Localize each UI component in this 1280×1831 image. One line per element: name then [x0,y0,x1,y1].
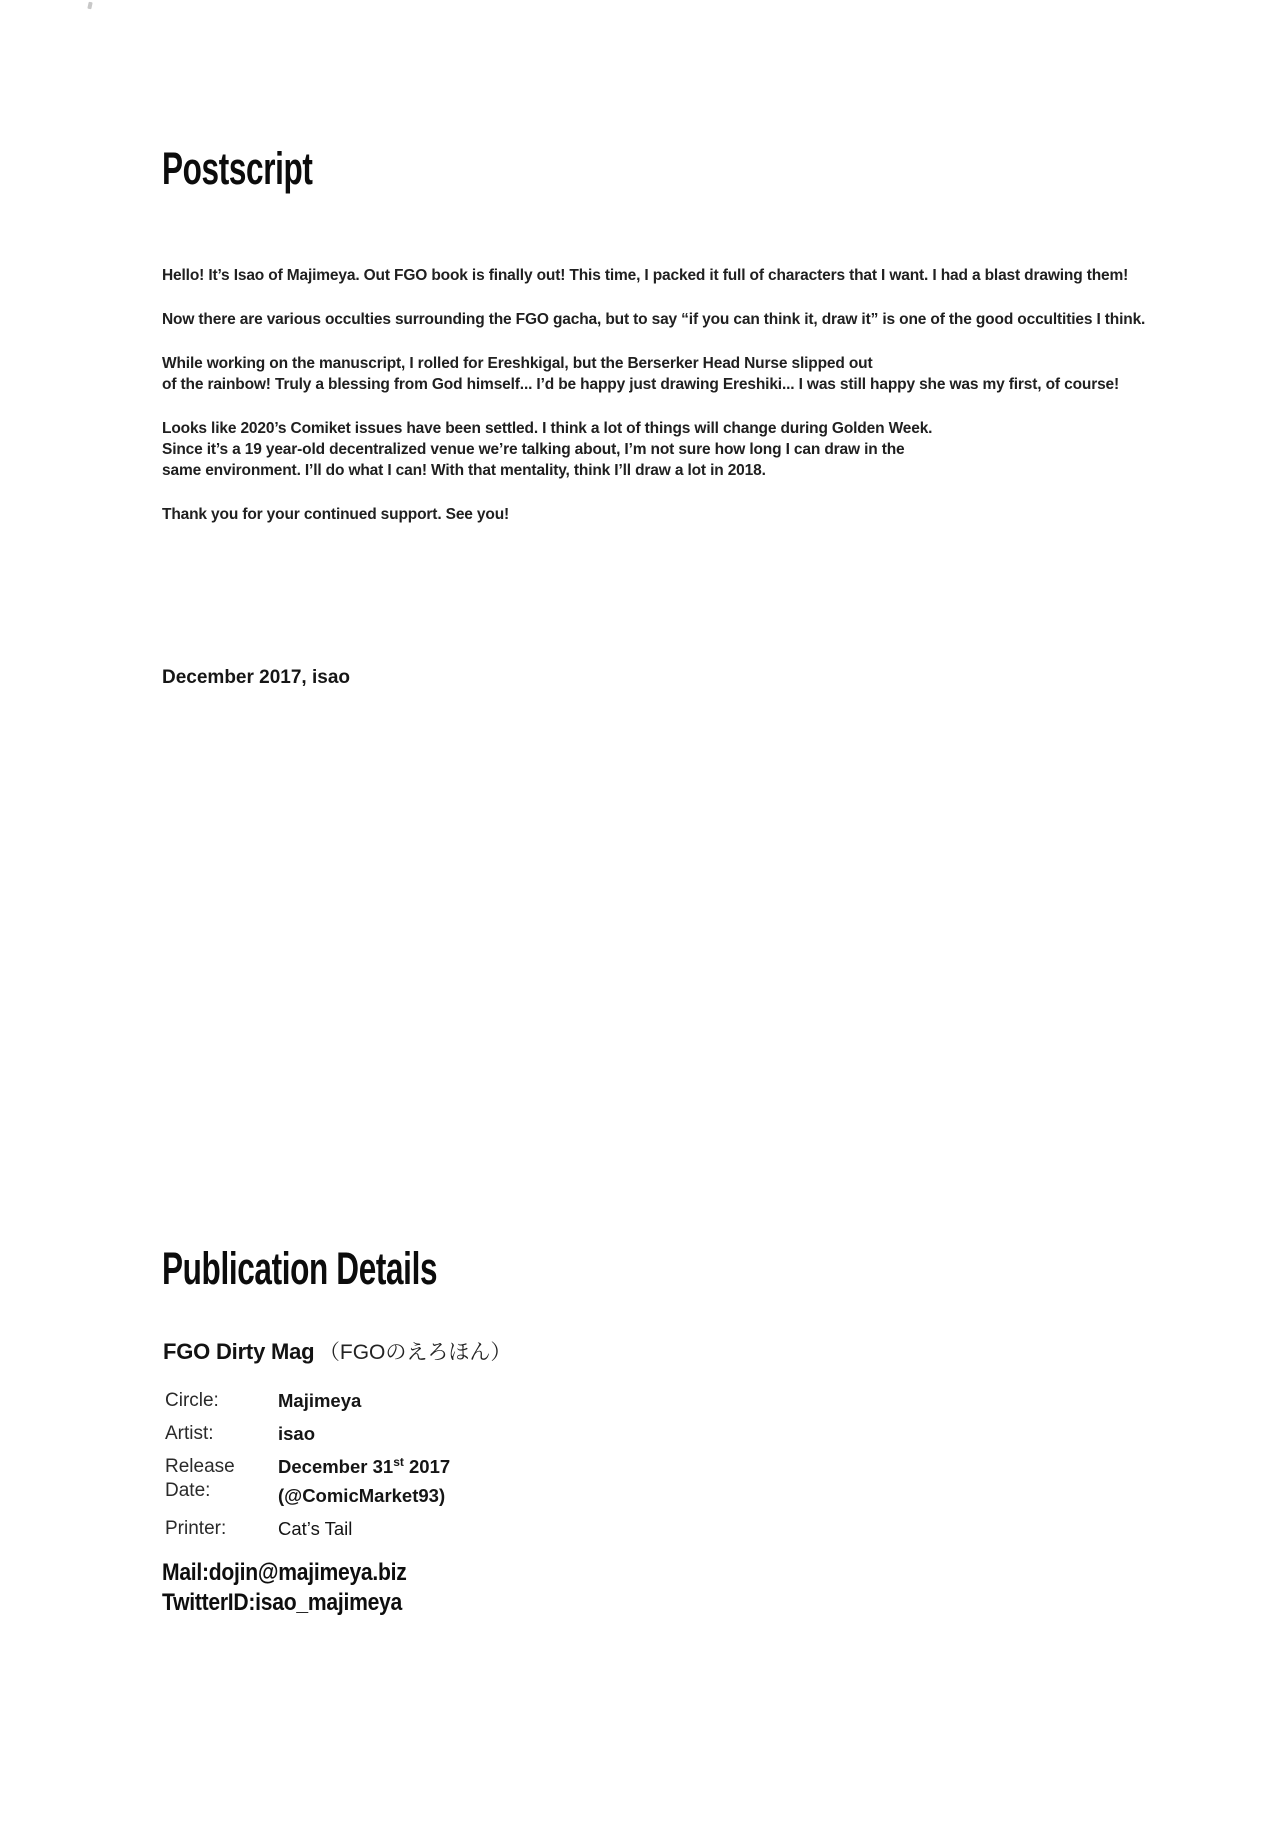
twitter-id: TwitterID:isao_majimeya [162,1589,403,1616]
row-value [278,1455,450,1508]
paragraph-line: While working on the manuscript, I rolled for Ereshkigal, but the Berserker Head Nurse slipped out [162,355,873,372]
paragraph-line: Looks like 2020’s Comiket issues have been settled. I think a lot of things will change during Golden Week. [162,420,933,437]
postscript-body [162,265,1172,548]
paragraph [162,353,1172,395]
paragraph [162,265,1172,286]
scan-artifact [87,2,92,10]
row-value: isao [278,1423,316,1444]
contact-info [162,1558,440,1618]
postscript-heading: Postscript [162,143,313,194]
publication-row-release-date [165,1455,685,1508]
row-label: Printer: [165,1518,227,1539]
paragraph-line: Hello! It’s Isao of Majimeya. Out FGO book is finally out! This time, I packed it full of characters that I want. [162,267,929,284]
paragraph-line: Thank you for your continued support. See you! [162,506,510,523]
mail-address: Mail:dojin@majimeya.biz [162,1559,407,1586]
book-title [163,1336,511,1366]
row-label: Artist: [165,1423,214,1444]
release-date-line1: December 31st 2017 [278,1454,451,1477]
release-date-line2: (@ComicMarket93) [278,1485,446,1506]
row-value: Majimeya [278,1390,362,1411]
publication-row-artist [165,1422,685,1446]
publication-details-heading: Publication Details [162,1243,438,1294]
ordinal-superscript: st [393,1454,404,1469]
signature: December 2017, isao [162,667,351,688]
paragraph-line: Since it’s a 19 year-old decentralized venue we’re talking about, I’m not sure how long I can draw in the [162,441,905,458]
publication-rows [165,1389,685,1550]
paragraph [162,309,1172,330]
paragraph-line: Now there are various occulties surrounding the FGO gacha, but to say “if you can think it, draw it” [162,311,879,328]
paragraph [162,504,1172,525]
paragraph-line: same environment. I’ll do what I can! With that mentality, think I’ll draw a lot in 2018. [162,462,766,479]
paragraph-line: I had a blast drawing them! [932,267,1129,284]
row-label: Circle: [165,1390,219,1411]
paragraph-line: is one of the good occultities I think. [882,311,1146,328]
book-title-english: FGO Dirty Mag [163,1339,315,1364]
book-title-japanese: （FGOのえろほん） [318,1341,512,1364]
paragraph-line: of the rainbow! Truly a blessing from God himself... I’d be happy just drawing Ereshiki... [162,376,795,393]
publication-row-printer [165,1517,685,1541]
row-label: Release Date: [165,1456,235,1501]
publication-row-circle [165,1389,685,1413]
paragraph [162,418,1172,481]
row-value: Cat’s Tail [278,1518,353,1539]
paragraph-line: I was still happy she was my first, of course! [798,376,1120,393]
